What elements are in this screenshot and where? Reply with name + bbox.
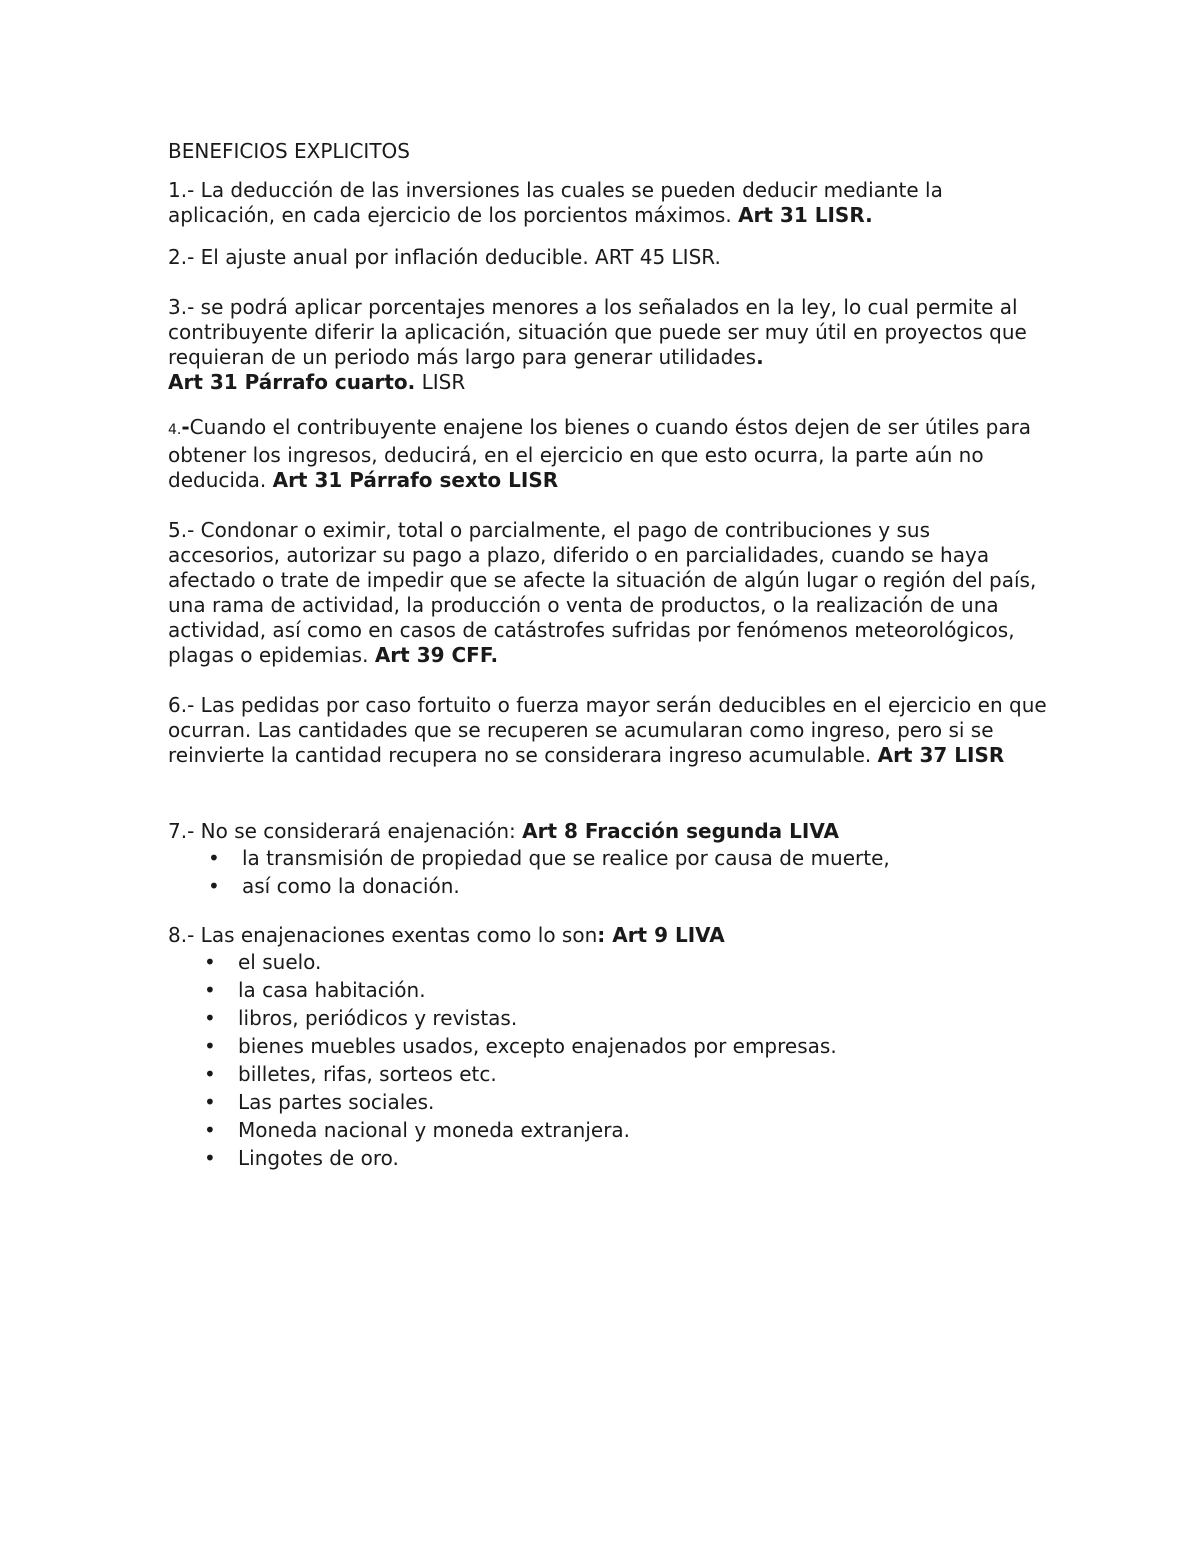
list-item-text: billetes, rifas, sorteos etc.	[238, 1062, 497, 1086]
bullet-icon: •	[208, 874, 220, 898]
list-item-text: Moneda nacional y moneda extranjera.	[238, 1118, 631, 1142]
list-item	[168, 1144, 1048, 1172]
item-5	[168, 518, 1048, 668]
item-number: 1.-	[168, 178, 195, 202]
item-7-bullet-list	[168, 844, 1048, 900]
item-4	[168, 415, 1048, 493]
list-item-text: libros, periódicos y revistas.	[238, 1006, 518, 1030]
bullet-icon: •	[204, 1062, 216, 1086]
bullet-icon: •	[208, 846, 220, 870]
item-3	[168, 295, 1048, 395]
item-7	[168, 818, 1048, 900]
list-item	[168, 1004, 1048, 1032]
item-7-heading	[168, 818, 1048, 844]
item-number: 4.	[168, 422, 182, 438]
list-item-text: Lingotes de oro.	[238, 1146, 399, 1170]
item-number: 8.-	[168, 923, 195, 947]
item-text: Condonar o eximir, total o parcialmente, el pago de contribuciones y sus accesorios, autorizar su pago a plazo, diferido o en parcialidades, cuando se haya afectado o trate de impedir que se afecte la situación de algún lugar o región del país, una rama de actividad, la producción o venta de productos, o la realización de una actividad, así como en casos de catástrofes sufridas por fenómenos meteorológicos, plagas o epidemias.	[168, 518, 1037, 667]
bullet-icon: •	[204, 978, 216, 1002]
item-text: Las enajenaciones exentas como lo son	[200, 923, 598, 947]
legal-reference: Art 39 CFF.	[374, 643, 499, 667]
legal-reference: Art 31 Párrafo cuarto.	[168, 370, 416, 394]
bullet-icon: •	[204, 1146, 216, 1170]
list-item	[168, 1060, 1048, 1088]
bullet-icon: •	[204, 1090, 216, 1114]
bullet-icon: •	[204, 950, 216, 974]
legal-reference-suffix: LISR	[415, 370, 466, 394]
bullet-icon: •	[204, 1034, 216, 1058]
item-number: 7.-	[168, 819, 195, 843]
item-number: 2.-	[168, 245, 195, 269]
item-text: Las pedidas por caso fortuito o fuerza mayor serán deducibles en el ejercicio en que ocurran. Las cantidades que se recuperen se acumularan como ingreso, pero si se reinvierte la cantidad recupera no se considerara ingreso acumulable.	[168, 693, 1047, 767]
list-item	[168, 1088, 1048, 1116]
list-item-text: así como la donación.	[242, 874, 460, 898]
list-item-text: bienes muebles usados, excepto enajenados por empresas.	[238, 1034, 837, 1058]
item-text: La deducción de las inversiones las cuales se pueden deducir mediante la aplicación, en cada ejercicio de los porcientos máximos.	[168, 178, 943, 227]
item-1	[168, 178, 1048, 228]
legal-reference: Art 31 Párrafo sexto LISR	[272, 468, 559, 492]
item-number: 6.-	[168, 693, 195, 717]
item-2	[168, 245, 1048, 270]
item-number: 3.-	[168, 295, 195, 319]
legal-reference: Art 8 Fracción segunda LIVA	[522, 819, 839, 843]
bullet-icon: •	[204, 1118, 216, 1142]
list-item	[168, 976, 1048, 1004]
item-text: Cuando el contribuyente enajene los bienes o cuando éstos dejen de ser útiles para obtener los ingresos, deducirá, en el ejercicio en que esto ocurra, la parte aún no deducida.	[168, 415, 1032, 492]
list-item	[168, 1032, 1048, 1060]
list-item-text: la transmisión de propiedad que se realice por causa de muerte,	[242, 846, 890, 870]
list-item-text: Las partes sociales.	[238, 1090, 435, 1114]
legal-reference: Art 31 LISR.	[738, 203, 873, 227]
item-text: No se considerará enajenación:	[200, 819, 516, 843]
legal-reference: : Art 9 LIVA	[597, 923, 725, 947]
document-page	[168, 138, 1048, 1172]
item-text: se podrá aplicar porcentajes menores a los señalados en la ley, lo cual permite al contribuyente diferir la aplicación, situación que puede ser muy útil en proyectos que requieran de un periodo más largo para generar utilidades	[168, 295, 1027, 369]
item-8	[168, 922, 1048, 1172]
list-item	[168, 1116, 1048, 1144]
list-item-text: el suelo.	[238, 950, 322, 974]
item-6	[168, 693, 1048, 768]
item-number: 5.-	[168, 518, 195, 542]
item-8-heading	[168, 922, 1048, 948]
list-item	[168, 872, 1048, 900]
item-period: .	[756, 345, 764, 369]
list-item-text: la casa habitación.	[238, 978, 426, 1002]
bullet-icon: •	[204, 1006, 216, 1030]
list-item	[168, 844, 1048, 872]
legal-reference: Art 37 LISR	[877, 743, 1005, 767]
item-text: El ajuste anual por inflación deducible. ART 45 LISR.	[200, 245, 721, 269]
item-dash: -	[181, 415, 190, 439]
list-item	[168, 948, 1048, 976]
item-8-bullet-list	[168, 948, 1048, 1172]
document-title: BENEFICIOS EXPLICITOS	[168, 139, 410, 163]
